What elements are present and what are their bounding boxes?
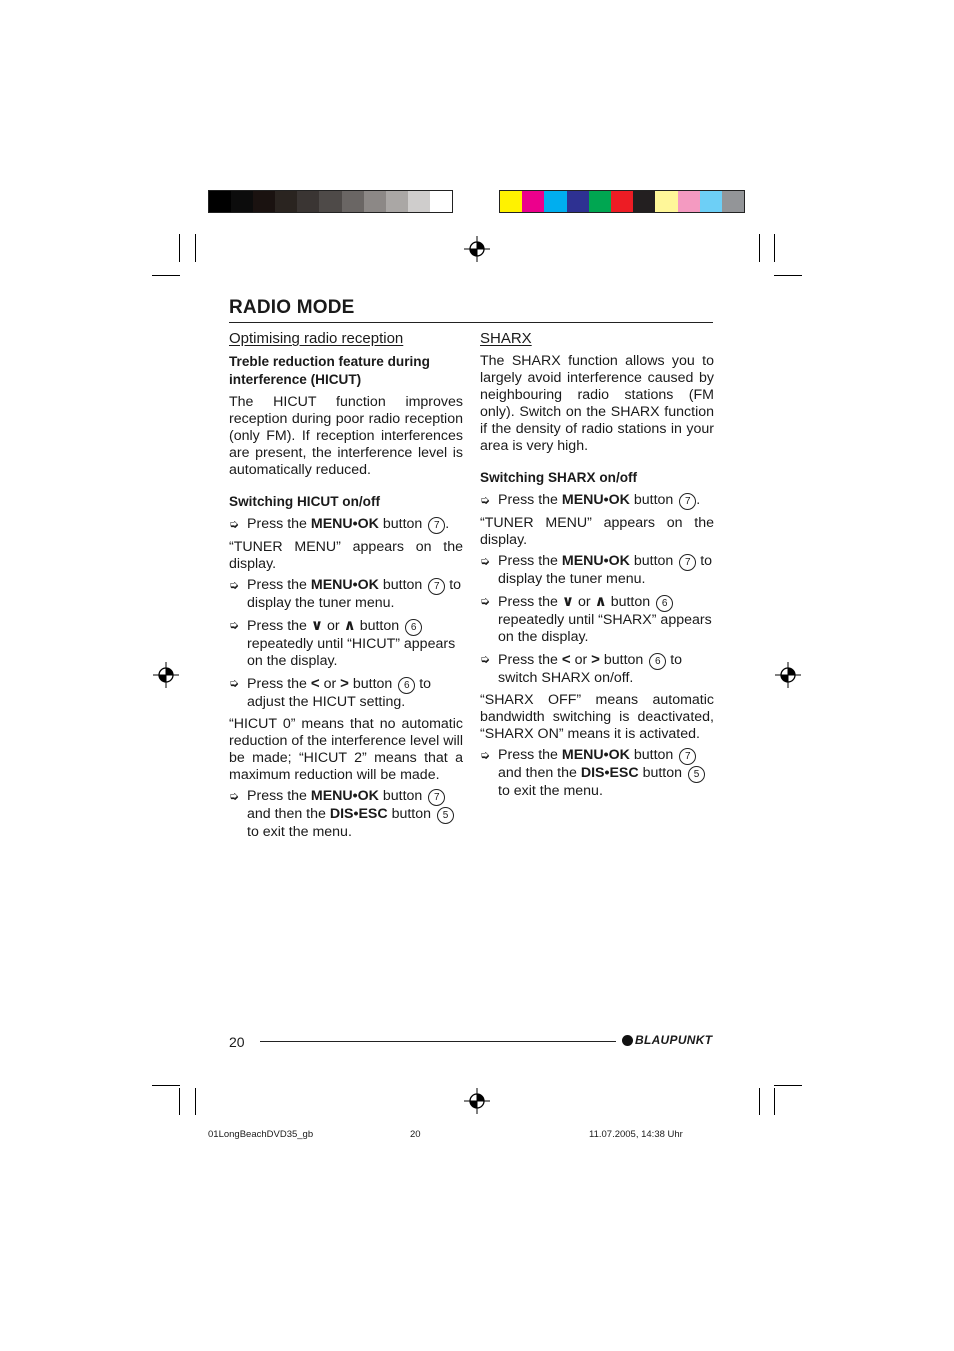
sharx-intro: The SHARX function allows you to largely avoid interference caused by neighbouring radio stations (FM only). Switch on the SHARX function if the density of radio stations in your area is very high. — [480, 353, 714, 454]
crop-mark — [179, 1088, 180, 1115]
color-swatch — [655, 191, 677, 212]
gray-swatch — [297, 191, 319, 212]
color-swatch — [700, 191, 722, 212]
button-number-badge: 7 — [679, 493, 696, 510]
gray-swatch — [342, 191, 364, 212]
logo-dot-icon — [622, 1035, 633, 1046]
color-swatch — [722, 191, 744, 212]
sharx-levels-note: “SHARX OFF” means automatic bandwidth switching is deactivated, “SHARX ON” means it is activated. — [480, 692, 714, 742]
button-number-badge: 7 — [428, 517, 445, 534]
gray-swatch — [253, 191, 275, 212]
tuner-menu-note: “TUNER MENU” appears on the display. — [480, 515, 714, 548]
crop-mark — [774, 234, 775, 262]
crop-mark — [152, 1085, 180, 1086]
step-item: ➭ Press the ∨ or ∧ button 6 repeatedly until “HICUT” appears on the display. — [229, 617, 456, 669]
crop-mark — [152, 275, 180, 276]
step-arrow-icon: ➭ — [229, 676, 240, 690]
color-swatch — [633, 191, 655, 212]
left-arrow-icon: < — [310, 675, 320, 692]
color-swatch — [544, 191, 566, 212]
button-number-badge: 7 — [428, 578, 445, 595]
button-number-badge: 7 — [428, 789, 445, 806]
color-swatch — [500, 191, 522, 212]
crop-mark — [195, 1088, 196, 1115]
page-title: RADIO MODE — [229, 297, 355, 318]
brand-logo: BLAUPUNKT — [622, 1033, 712, 1047]
tuner-menu-note: “TUNER MENU” appears on the display. — [229, 539, 463, 572]
gray-swatch — [209, 191, 231, 212]
gray-swatch — [275, 191, 297, 212]
step-arrow-icon: ➭ — [229, 578, 240, 592]
button-number-badge: 6 — [398, 677, 415, 694]
registration-mark-icon — [153, 662, 179, 688]
left-arrow-icon: < — [561, 651, 571, 668]
subheading-switching-sharx: Switching SHARX on/off — [480, 470, 638, 485]
up-arrow-icon: ∧ — [343, 617, 356, 634]
right-arrow-icon: > — [591, 651, 600, 668]
button-number-badge: 6 — [656, 595, 673, 612]
footer-divider — [260, 1041, 616, 1042]
color-swatch — [589, 191, 611, 212]
grayscale-calibration-bar — [208, 190, 453, 213]
crop-mark — [179, 234, 180, 262]
hicut-levels-note: “HICUT 0” means that no automatic reduction of the interference level will be made; “HICUT 2” means that a maximum reduction will be made. — [229, 716, 463, 783]
crop-mark — [195, 234, 196, 262]
step-arrow-icon: ➭ — [480, 594, 491, 608]
right-arrow-icon: > — [340, 675, 349, 692]
step-item: ➭ Press the MENU•OK button 7 and then the DIS•ESC button 5 to exit the menu. — [229, 788, 463, 841]
step-arrow-icon: ➭ — [480, 652, 491, 666]
registration-mark-icon — [775, 662, 801, 688]
step-item: ➭ Press the MENU•OK button 7 and then the DIS•ESC button 5 to exit the menu. — [480, 747, 714, 800]
left-column — [229, 330, 463, 846]
step-item: ➭ Press the MENU•OK button 7 . — [229, 516, 450, 532]
step-arrow-icon: ➭ — [229, 517, 240, 531]
step-arrow-icon: ➭ — [480, 493, 491, 507]
right-column — [480, 330, 714, 805]
page-number: 20 — [229, 1034, 245, 1050]
down-arrow-icon: ∨ — [561, 593, 575, 610]
subheading-hicut: Treble reduction feature during interference (HICUT) — [229, 354, 430, 387]
step-arrow-icon: ➭ — [480, 554, 491, 568]
slug-page: 20 — [410, 1129, 421, 1140]
section-title-optimising: Optimising radio reception — [229, 330, 404, 347]
crop-mark — [774, 1088, 775, 1115]
button-number-badge: 5 — [688, 766, 705, 783]
registration-mark-icon — [464, 1088, 490, 1114]
down-arrow-icon: ∨ — [310, 617, 324, 634]
hicut-intro: The HICUT function improves reception during poor radio reception (only FM). If reception interferences are present, the interference level is automatically reduced. — [229, 394, 463, 478]
color-swatch — [611, 191, 633, 212]
button-number-badge: 7 — [679, 748, 696, 765]
button-number-badge: 7 — [679, 554, 696, 571]
title-divider — [229, 322, 713, 323]
registration-mark-icon — [464, 236, 490, 262]
step-item: ➭ Press the < or > button 6 to switch SHARX on/off. — [480, 651, 683, 686]
slug-filename: 01LongBeachDVD35_gb — [208, 1129, 314, 1140]
step-item: ➭ Press the MENU•OK button 7 to display the tuner menu. — [480, 553, 713, 587]
subheading-switching-hicut: Switching HICUT on/off — [229, 494, 381, 509]
step-item: ➭ Press the ∨ or ∧ button 6 repeatedly until “SHARX” appears on the display. — [480, 593, 712, 645]
gray-swatch — [231, 191, 253, 212]
step-arrow-icon: ➭ — [480, 748, 491, 762]
button-number-badge: 5 — [437, 807, 454, 824]
color-swatch — [522, 191, 544, 212]
step-item: ➭ Press the MENU•OK button 7 . — [480, 492, 701, 508]
up-arrow-icon: ∧ — [594, 593, 607, 610]
crop-mark — [774, 1085, 802, 1086]
step-arrow-icon: ➭ — [229, 618, 240, 632]
step-item: ➭ Press the < or > button 6 to adjust the HICUT setting. — [229, 675, 432, 710]
crop-mark — [759, 234, 760, 262]
gray-swatch — [319, 191, 341, 212]
color-swatch — [678, 191, 700, 212]
step-arrow-icon: ➭ — [229, 789, 240, 803]
button-number-badge: 6 — [649, 653, 666, 670]
gray-swatch — [430, 191, 452, 212]
color-swatch — [567, 191, 589, 212]
gray-swatch — [408, 191, 430, 212]
crop-mark — [759, 1088, 760, 1115]
color-calibration-bar — [499, 190, 745, 213]
crop-mark — [774, 275, 802, 276]
gray-swatch — [386, 191, 408, 212]
button-number-badge: 6 — [405, 619, 422, 636]
slug-date: 11.07.2005, 14:38 Uhr — [589, 1129, 683, 1140]
section-title-sharx: SHARX — [480, 330, 532, 347]
gray-swatch — [364, 191, 386, 212]
step-item: ➭ Press the MENU•OK button 7 to display the tuner menu. — [229, 577, 462, 611]
